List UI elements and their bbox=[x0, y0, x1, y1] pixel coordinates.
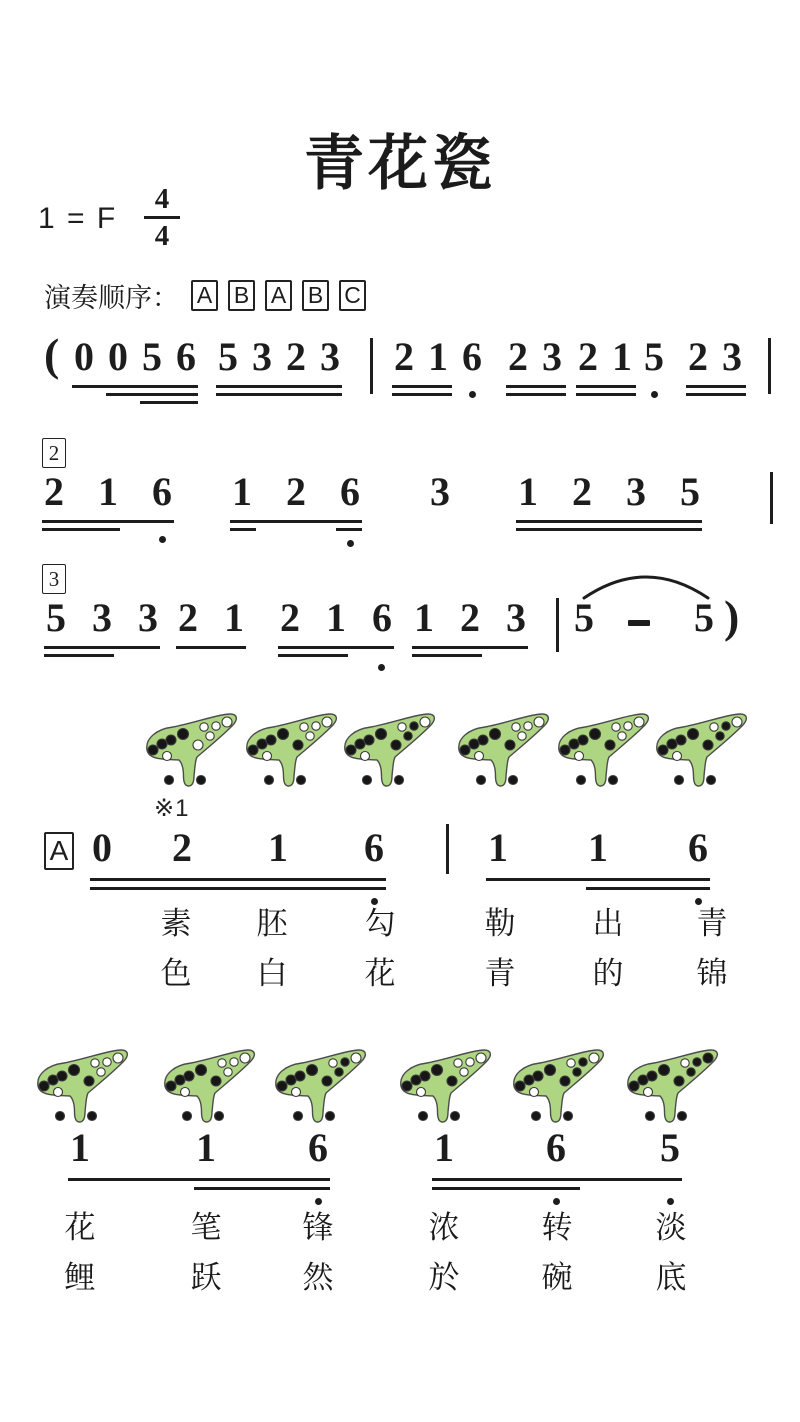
beam bbox=[686, 385, 746, 388]
play-order-badge: B bbox=[228, 280, 255, 311]
beam bbox=[392, 393, 452, 396]
note-digit: 1 bbox=[612, 334, 632, 379]
octave-dot bbox=[159, 536, 166, 543]
note-digit: 5 bbox=[46, 595, 66, 640]
ocarina-fingering-diagram bbox=[396, 1046, 492, 1126]
note-digit: 2 bbox=[572, 469, 592, 514]
note-digit: 3 bbox=[626, 469, 646, 514]
beam bbox=[576, 393, 636, 396]
beam bbox=[42, 528, 120, 531]
beam bbox=[432, 1178, 682, 1181]
note-digit: 3 bbox=[252, 334, 272, 379]
note-digit: 2 bbox=[286, 469, 306, 514]
open-paren: ( bbox=[44, 329, 60, 380]
beam bbox=[216, 385, 342, 388]
annotation-marker: ※1 bbox=[154, 795, 190, 822]
beam bbox=[686, 393, 746, 396]
note-digit: 5 bbox=[694, 595, 714, 640]
lyric-char: 青 bbox=[696, 906, 728, 941]
beam bbox=[516, 528, 702, 531]
lyric-char: 转 bbox=[541, 1210, 573, 1245]
lyric-char: 勒 bbox=[484, 906, 516, 941]
play-order-badge: A bbox=[191, 280, 218, 311]
beam bbox=[278, 654, 348, 657]
note-digit: 2 bbox=[172, 825, 192, 870]
beam bbox=[412, 654, 482, 657]
octave-dot bbox=[651, 391, 658, 398]
lyric-char: 胚 bbox=[256, 906, 288, 941]
song-title: 青花瓷 bbox=[304, 130, 496, 197]
beam bbox=[106, 393, 198, 396]
note-digit: 5 bbox=[218, 334, 238, 379]
note-digit: 2 bbox=[578, 334, 598, 379]
note-digit: 0 bbox=[74, 334, 94, 379]
bar-line bbox=[556, 598, 559, 652]
lyric-char: 勾 bbox=[364, 906, 396, 941]
note-digit: 2 bbox=[280, 595, 300, 640]
lyric-char: 素 bbox=[160, 906, 192, 941]
note-digit: 1 bbox=[588, 825, 608, 870]
note-digit: 6 bbox=[546, 1125, 566, 1170]
lyric-char: 青 bbox=[484, 956, 516, 991]
note-digit: 2 bbox=[44, 469, 64, 514]
note-digit: 1 bbox=[434, 1125, 454, 1170]
beam bbox=[336, 528, 362, 531]
ocarina-fingering-diagram bbox=[33, 1046, 129, 1126]
note-digit: 1 bbox=[224, 595, 244, 640]
bar-line bbox=[446, 824, 449, 874]
beam bbox=[586, 887, 710, 890]
play-order-badge: A bbox=[265, 280, 292, 311]
note-digit: 3 bbox=[138, 595, 158, 640]
section-label-2: 2 bbox=[42, 438, 66, 468]
note-digit: 0 bbox=[108, 334, 128, 379]
bar-line bbox=[370, 338, 373, 394]
beam bbox=[486, 878, 710, 881]
note-digit: 6 bbox=[372, 595, 392, 640]
play-order-badge: C bbox=[339, 280, 366, 311]
note-digit: 6 bbox=[152, 469, 172, 514]
note-digit: 6 bbox=[176, 334, 196, 379]
section-label-3: 3 bbox=[42, 564, 66, 594]
note-digit: 1 bbox=[488, 825, 508, 870]
beam bbox=[230, 528, 256, 531]
beam bbox=[42, 520, 174, 523]
meter-denominator: 4 bbox=[154, 220, 170, 253]
octave-dot bbox=[469, 391, 476, 398]
lyric-char: 碗 bbox=[541, 1260, 573, 1295]
note-digit: 5 bbox=[660, 1125, 680, 1170]
lyric-char: 於 bbox=[428, 1260, 460, 1295]
note-digit: 1 bbox=[518, 469, 538, 514]
note-digit: 2 bbox=[460, 595, 480, 640]
note-digit: 6 bbox=[340, 469, 360, 514]
beam bbox=[516, 520, 702, 523]
note-digit: 2 bbox=[178, 595, 198, 640]
octave-dot bbox=[347, 540, 354, 547]
beam bbox=[68, 1178, 330, 1181]
note-digit: 5 bbox=[680, 469, 700, 514]
ocarina-fingering-diagram bbox=[652, 710, 748, 790]
play-order bbox=[44, 276, 366, 315]
beam bbox=[72, 385, 198, 388]
beam bbox=[140, 401, 198, 404]
note-digit: 5 bbox=[574, 595, 594, 640]
ocarina-fingering-diagram bbox=[454, 710, 550, 790]
beam bbox=[392, 385, 452, 388]
note-digit: 6 bbox=[364, 825, 384, 870]
key-signature bbox=[38, 202, 117, 236]
lyric-char: 淡 bbox=[655, 1210, 687, 1245]
beam bbox=[44, 646, 160, 649]
lyric-char: 鲤 bbox=[64, 1260, 96, 1295]
beam bbox=[278, 646, 394, 649]
play-order-badge: B bbox=[302, 280, 329, 311]
note-digit: 1 bbox=[414, 595, 434, 640]
beam bbox=[216, 393, 342, 396]
note-digit: 6 bbox=[462, 334, 482, 379]
note-digit: 3 bbox=[542, 334, 562, 379]
lyric-char: 笔 bbox=[190, 1210, 222, 1245]
ocarina-fingering-diagram bbox=[142, 710, 238, 790]
lyric-char: 锦 bbox=[696, 956, 728, 991]
note-digit: 1 bbox=[196, 1125, 216, 1170]
beam bbox=[576, 385, 636, 388]
play-order-label: 演奏顺序： bbox=[44, 283, 179, 313]
lyric-char: 色 bbox=[160, 956, 192, 991]
beam bbox=[176, 646, 246, 649]
note-digit: 1 bbox=[428, 334, 448, 379]
note-digit: 1 bbox=[70, 1125, 90, 1170]
note-digit: 1 bbox=[98, 469, 118, 514]
note-digit: 2 bbox=[286, 334, 306, 379]
beam bbox=[44, 654, 114, 657]
beam bbox=[90, 887, 386, 890]
beam bbox=[230, 520, 362, 523]
fraction-line bbox=[144, 216, 180, 219]
note-digit: 5 bbox=[142, 334, 162, 379]
key-text: 1 = F bbox=[38, 202, 118, 235]
ocarina-fingering-diagram bbox=[271, 1046, 367, 1126]
beam bbox=[432, 1187, 580, 1190]
beam bbox=[506, 393, 566, 396]
note-digit: 3 bbox=[320, 334, 340, 379]
note-digit: 2 bbox=[688, 334, 708, 379]
beam bbox=[412, 646, 528, 649]
lyric-char: 然 bbox=[302, 1260, 334, 1295]
lyric-char: 出 bbox=[592, 906, 624, 941]
bar-line bbox=[770, 472, 773, 524]
ocarina-fingering-diagram bbox=[623, 1046, 719, 1126]
beam bbox=[506, 385, 566, 388]
section-label-A: A bbox=[44, 832, 74, 870]
beam bbox=[90, 878, 386, 881]
lyric-char: 锋 bbox=[302, 1210, 334, 1245]
note-digit: 6 bbox=[688, 825, 708, 870]
lyric-char: 底 bbox=[655, 1260, 687, 1295]
note-digit: 3 bbox=[722, 334, 742, 379]
note-digit: 2 bbox=[394, 334, 414, 379]
lyric-char: 的 bbox=[592, 956, 624, 991]
note-digit: 3 bbox=[506, 595, 526, 640]
ocarina-fingering-diagram bbox=[340, 710, 436, 790]
octave-dot bbox=[378, 664, 385, 671]
lyric-char: 花 bbox=[364, 956, 396, 991]
ocarina-fingering-diagram bbox=[160, 1046, 256, 1126]
meter-numerator: 4 bbox=[154, 183, 170, 215]
note-digit: 6 bbox=[308, 1125, 328, 1170]
beam bbox=[194, 1187, 330, 1190]
duration-dash bbox=[628, 620, 650, 626]
note-digit: 5 bbox=[644, 334, 664, 379]
ocarina-fingering-diagram bbox=[242, 710, 338, 790]
note-digit: 1 bbox=[232, 469, 252, 514]
note-digit: 3 bbox=[430, 469, 450, 514]
bar-line bbox=[768, 338, 771, 394]
note-digit: 1 bbox=[268, 825, 288, 870]
ocarina-fingering-diagram bbox=[509, 1046, 605, 1126]
note-digit: 0 bbox=[92, 825, 112, 870]
time-signature bbox=[144, 184, 180, 252]
lyric-char: 白 bbox=[256, 956, 288, 991]
close-paren: ) bbox=[724, 591, 740, 642]
lyric-char: 跃 bbox=[190, 1260, 222, 1295]
note-digit: 1 bbox=[326, 595, 346, 640]
note-digit: 2 bbox=[508, 334, 528, 379]
note-digit: 3 bbox=[92, 595, 112, 640]
lyric-char: 浓 bbox=[428, 1210, 460, 1245]
lyric-char: 花 bbox=[64, 1210, 96, 1245]
ocarina-fingering-diagram bbox=[554, 710, 650, 790]
